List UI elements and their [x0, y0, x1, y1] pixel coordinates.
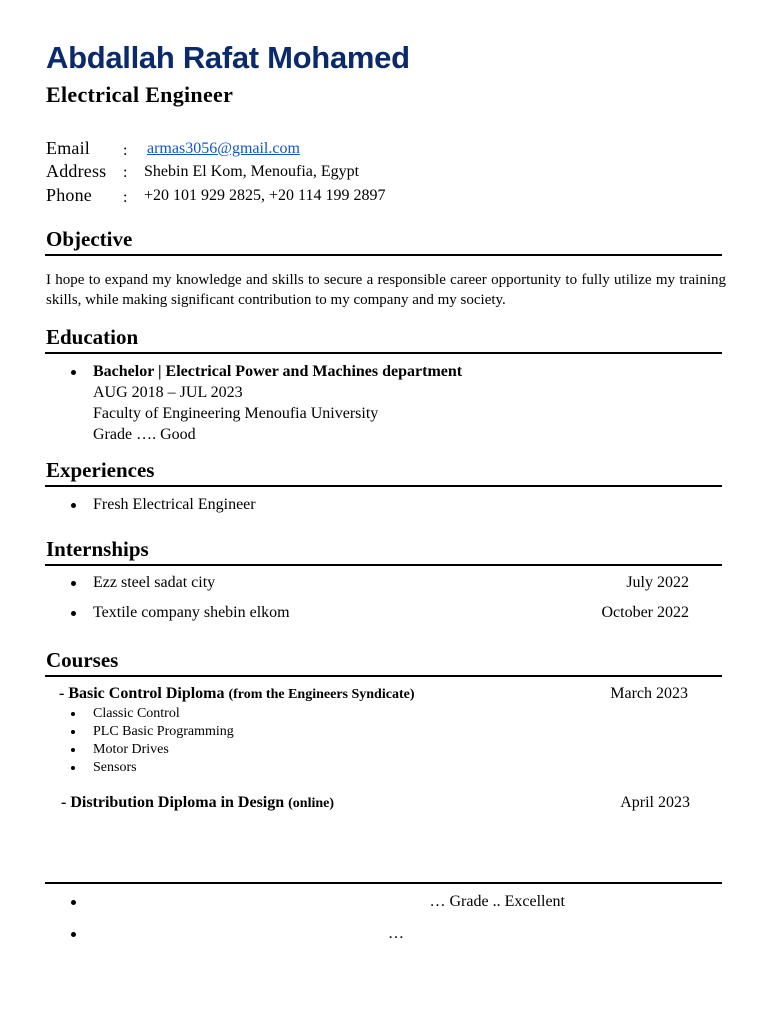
objective-heading: Objective — [46, 227, 133, 251]
course-prefix: - — [61, 794, 71, 811]
course-date: April 2023 — [620, 794, 690, 811]
bottom-rule — [45, 882, 722, 884]
internship-date: October 2022 — [601, 604, 689, 621]
education-degree: Bachelor | Electrical Power and Machines department — [93, 363, 463, 380]
objective-text: I hope to expand my knowledge and skills to secure a responsible career opportunity to fully utilize my training skills, while making significant contribution to my company and my society. — [46, 272, 726, 308]
education-faculty: Faculty of Engineering Menoufia University — [93, 405, 379, 422]
internship-date: July 2022 — [626, 574, 689, 591]
phone-value: +20 101 929 2825, +20 114 199 2897 — [144, 187, 386, 204]
education-grade: Grade …. Good — [93, 426, 196, 443]
education-dates: AUG 2018 – JUL 2023 — [93, 384, 243, 401]
address-label: Address — [46, 161, 107, 181]
objective-rule — [45, 254, 722, 256]
internships-heading: Internships — [46, 537, 149, 561]
course-topic: Sensors — [93, 760, 137, 775]
courses-heading: Courses — [46, 648, 119, 672]
email-label: Email — [46, 138, 90, 158]
courses-rule — [45, 675, 722, 677]
course-date: March 2023 — [610, 685, 688, 702]
experience-item: Fresh Electrical Engineer — [93, 496, 256, 513]
education-rule — [45, 352, 722, 354]
course-title-basic-control — [59, 685, 414, 703]
bottom-item: … Grade .. Excellent — [93, 893, 565, 911]
course-name: Basic Control Diploma — [68, 685, 225, 702]
internships-rule — [45, 564, 722, 566]
bottom-item: … — [93, 925, 404, 943]
course-note: (online) — [288, 796, 335, 811]
phone-label: Phone — [46, 185, 92, 205]
internship-place: Ezz steel sadat city — [93, 574, 216, 591]
candidate-name: Abdallah Rafat Mohamed — [46, 40, 410, 75]
internship-place: Textile company shebin elkom — [93, 604, 290, 621]
course-prefix: - — [59, 685, 69, 702]
education-heading: Education — [46, 325, 139, 349]
address-value: Shebin El Kom, Menoufia, Egypt — [144, 163, 360, 180]
phone-colon: : — [123, 189, 128, 206]
email-link[interactable]: armas3056@gmail.com — [147, 140, 300, 157]
course-note: (from the Engineers Syndicate) — [228, 687, 415, 702]
course-topic: PLC Basic Programming — [93, 724, 234, 739]
course-title-distribution — [61, 794, 334, 812]
course-topic: Motor Drives — [93, 742, 169, 757]
job-title: Electrical Engineer — [46, 82, 234, 107]
course-topic: Classic Control — [93, 706, 180, 721]
address-colon: : — [123, 164, 128, 181]
course-name: Distribution Diploma in Design — [70, 794, 285, 811]
experiences-heading: Experiences — [46, 458, 155, 482]
email-colon: : — [123, 142, 128, 159]
experiences-rule — [45, 485, 722, 487]
